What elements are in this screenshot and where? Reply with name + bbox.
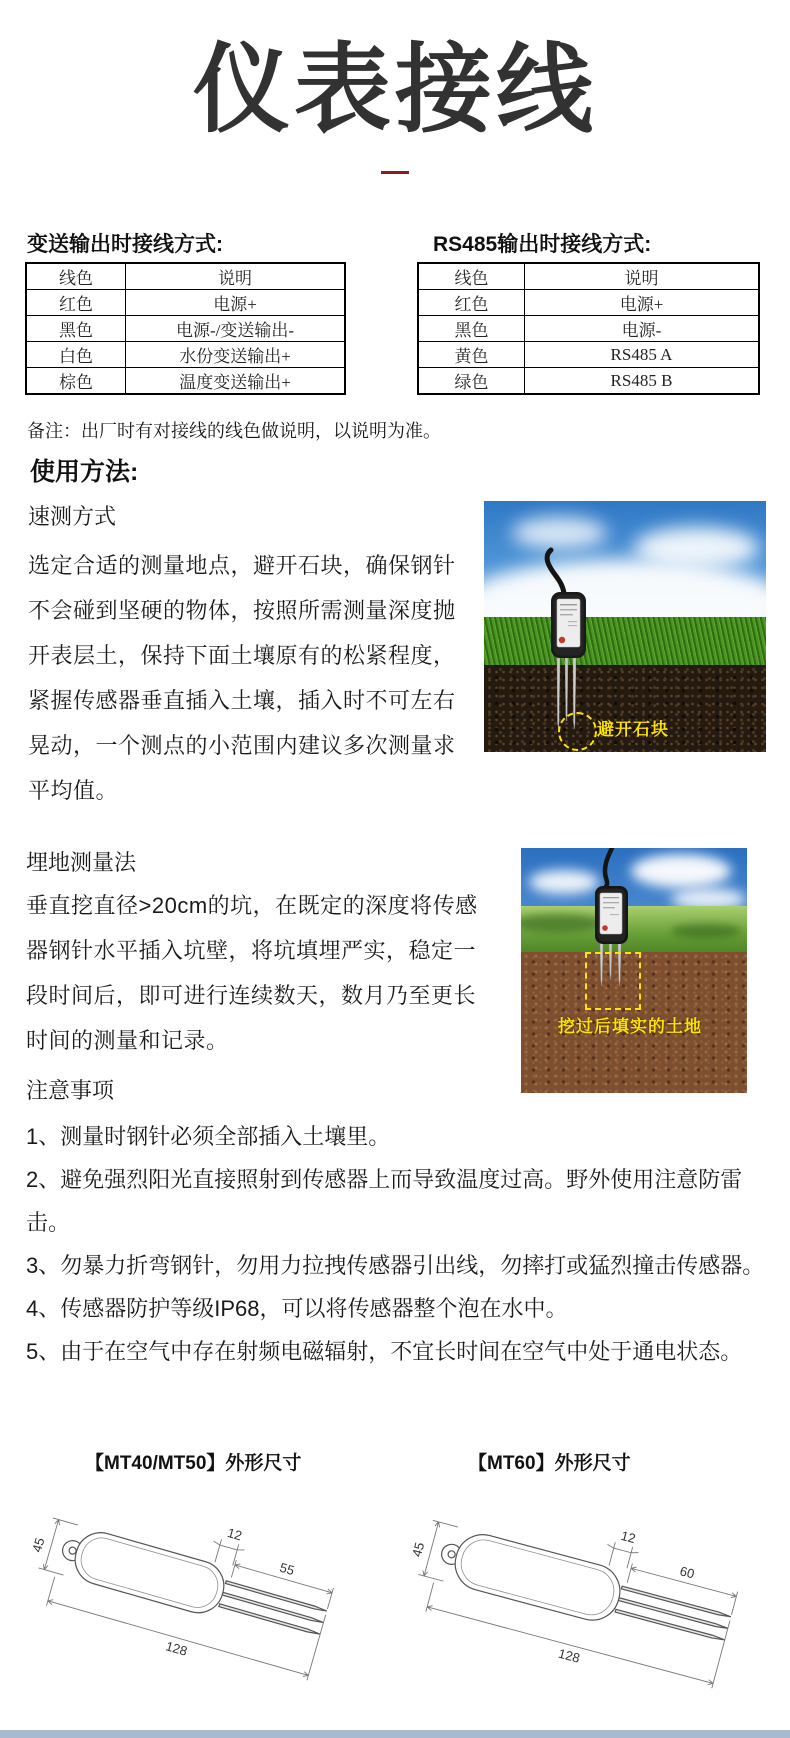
transmitter-wiring-heading: 变送输出时接线方式: xyxy=(27,233,223,256)
label-text-line xyxy=(603,907,615,908)
table-cell: 红色 xyxy=(418,290,525,316)
buried-measure-photo xyxy=(521,848,747,1093)
rs485-wiring-heading: RS485输出时接线方式: xyxy=(433,233,652,256)
sensor-cable xyxy=(605,848,612,888)
list-item: 4、传感器防护等级IP68，可以将传感器整个泡在水中。 xyxy=(26,1296,568,1321)
table-cell: 水份变送输出+ xyxy=(126,342,346,368)
table-cell: 电源+ xyxy=(525,290,760,316)
list-item: 2、避免强烈阳光直接照射到传感器上而导致温度过高。野外使用注意防雷击。 xyxy=(26,1167,743,1235)
table-cell: 黄色 xyxy=(418,342,525,368)
title-divider xyxy=(381,171,409,174)
label-text-line xyxy=(603,902,619,903)
precautions-list xyxy=(26,1115,768,1373)
table-cell: 黑色 xyxy=(418,316,525,342)
sensor-cable xyxy=(547,550,564,593)
dim-label-total-length: 128 xyxy=(163,1638,189,1659)
table-row xyxy=(418,316,759,342)
table-header-cell: 说明 xyxy=(126,263,346,290)
table-cell: RS485 A xyxy=(525,342,760,368)
table-cell: RS485 B xyxy=(525,368,760,395)
sensor-body-outline xyxy=(449,1529,626,1627)
table-cell: 绿色 xyxy=(418,368,525,395)
dim-label-thickness: 12 xyxy=(225,1524,244,1544)
table-header-row xyxy=(26,263,345,290)
brand-logo-mark xyxy=(602,925,608,931)
table-cell: 白色 xyxy=(26,342,126,368)
rs485-wiring-table xyxy=(417,262,760,395)
table-row xyxy=(418,342,759,368)
table-cell: 电源+ xyxy=(126,290,346,316)
rs485-wiring-table-wrap xyxy=(417,262,760,395)
refilled-soil-label: 挖过后填实的土地 xyxy=(558,1017,702,1036)
table-row xyxy=(26,316,345,342)
label-text-line xyxy=(560,609,577,610)
table-header-cell: 线色 xyxy=(26,263,126,290)
table-row xyxy=(418,368,759,395)
table-row xyxy=(418,290,759,316)
list-item: 5、由于在空气中存在射频电磁辐射，不宜长时间在空气中处于通电状态。 xyxy=(26,1339,743,1364)
quick-method-paragraph: 选定合适的测量地点，避开石块，确保钢针不会碰到坚硬的物体，按照所需测量深度抛开表层土，保持下面土壤原有的松紧程度，紧握传感器垂直插入土壤，插入时不可左右晃动，一个测点的小范围内建议多次测量求平均值。 xyxy=(28,553,456,803)
table-cell: 电源- xyxy=(525,316,760,342)
avoid-rocks-circle xyxy=(558,712,597,751)
label-text-line xyxy=(610,914,619,915)
dim-label-width: 45 xyxy=(409,1540,428,1559)
table-cell: 棕色 xyxy=(26,368,126,395)
refilled-soil-rect xyxy=(585,952,641,1010)
mt60-dimension-drawing xyxy=(390,1472,770,1727)
sensor-probe xyxy=(557,658,560,729)
dim-label-total-length: 128 xyxy=(556,1645,582,1666)
label-text-line xyxy=(603,897,619,898)
table-row xyxy=(26,368,345,395)
mt40-mt50-dimensions-title: 【MT40/MT50】外形尺寸 xyxy=(85,1453,302,1474)
transmitter-wiring-table xyxy=(25,262,346,395)
table-header-cell: 线色 xyxy=(418,263,525,290)
sensor-probe xyxy=(565,658,568,721)
table-row xyxy=(26,290,345,316)
mt40-mt50-dimension-drawing xyxy=(18,1472,388,1727)
page-title: 仪表接线 xyxy=(193,35,597,144)
mt60-dimensions-title: 【MT60】外形尺寸 xyxy=(468,1453,631,1474)
label-text-line xyxy=(568,621,577,622)
wiring-note: 备注：出厂时有对接线的线色做说明，以说明为准。 xyxy=(27,421,441,441)
list-item: 1、测量时钢针必须全部插入土壤里。 xyxy=(26,1124,391,1149)
table-row xyxy=(26,342,345,368)
buried-method-paragraph: 垂直挖直径>20cm的坑，在既定的深度将传感器钢针水平插入坑壁，将坑填埋严实，稳定一段时间后，即可进行连续数天，数月乃至更长时间的测量和记录。 xyxy=(26,893,478,1053)
table-cell: 温度变送输出+ xyxy=(126,368,346,395)
precautions-heading: 注意事项 xyxy=(26,1078,115,1103)
table-cell: 电源-/变送输出- xyxy=(126,316,346,342)
quick-measure-photo xyxy=(484,501,766,752)
table-cell: 红色 xyxy=(26,290,126,316)
dim-label-width: 45 xyxy=(29,1535,48,1555)
dim-label-needle-length: 55 xyxy=(278,1559,297,1579)
transmitter-wiring-table-wrap xyxy=(25,262,346,395)
dim-label-needle-length: 60 xyxy=(678,1563,697,1582)
list-item: 3、勿暴力折弯钢针，勿用力拉拽传感器引出线，勿摔打或猛烈撞击传感器。 xyxy=(26,1253,765,1278)
sensor-body-outline xyxy=(69,1527,229,1619)
quick-method-subheading: 速测方式 xyxy=(28,504,117,529)
next-section-edge xyxy=(0,1730,790,1738)
avoid-rocks-label: 避开石块 xyxy=(597,720,669,739)
label-text-line xyxy=(560,614,573,615)
table-header-cell: 说明 xyxy=(525,263,760,290)
usage-heading: 使用方法: xyxy=(30,458,139,486)
table-header-row xyxy=(418,263,759,290)
brand-logo-mark xyxy=(559,637,565,643)
dim-label-thickness: 12 xyxy=(619,1527,638,1547)
label-text-line xyxy=(568,625,577,626)
table-cell: 黑色 xyxy=(26,316,126,342)
label-text-line xyxy=(560,604,577,605)
buried-method-subheading: 埋地测量法 xyxy=(26,850,137,875)
